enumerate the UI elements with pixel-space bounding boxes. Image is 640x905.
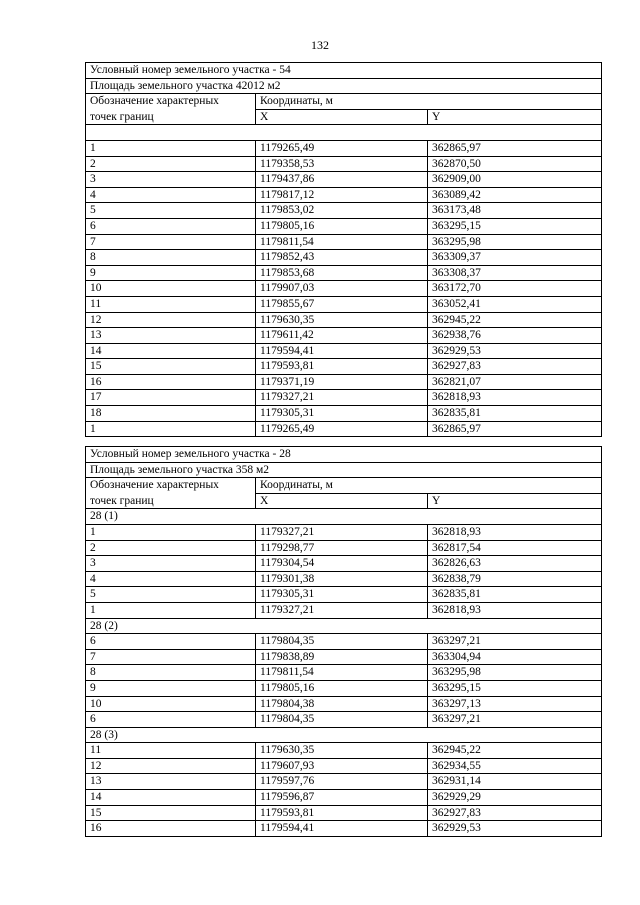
y-coordinate-cell: 363172,70 [428,281,602,297]
point-number-cell: 6 [86,218,256,234]
x-coordinate-cell: 1179327,21 [256,390,428,406]
blank-row [86,125,602,141]
point-label-header-line2: точек границ [86,109,256,125]
x-coordinate-cell: 1179305,31 [256,587,428,603]
table-row [86,743,602,759]
point-label-header-line2: точек границ [86,493,256,509]
y-coordinate-cell: 362835,81 [428,406,602,422]
y-coordinate-cell: 363173,48 [428,203,602,219]
x-coordinate-cell: 1179265,49 [256,140,428,156]
point-number-cell: 7 [86,234,256,250]
x-coordinate-cell: 1179611,42 [256,328,428,344]
y-header: Y [428,109,602,125]
x-coordinate-cell: 1179804,35 [256,712,428,728]
x-coordinate-cell: 1179853,02 [256,203,428,219]
coords-header: Координаты, м [256,94,602,110]
x-coordinate-cell: 1179852,43 [256,250,428,266]
table-row [86,281,602,297]
point-number-cell: 15 [86,805,256,821]
y-coordinate-cell: 362929,53 [428,821,602,837]
y-coordinate-cell: 363295,98 [428,665,602,681]
x-coordinate-cell: 1179593,81 [256,359,428,375]
x-coordinate-cell: 1179594,41 [256,343,428,359]
y-coordinate-cell: 362945,22 [428,743,602,759]
y-coordinate-cell: 363308,37 [428,265,602,281]
y-coordinate-cell: 362818,93 [428,390,602,406]
table-row [86,343,602,359]
point-number-cell: 1 [86,140,256,156]
y-coordinate-cell: 363304,94 [428,649,602,665]
table-row [86,250,602,266]
x-coordinate-cell: 1179853,68 [256,265,428,281]
x-coordinate-cell: 1179358,53 [256,156,428,172]
x-coordinate-cell: 1179804,38 [256,696,428,712]
section-label: 28 (1) [86,509,602,525]
point-number-cell: 5 [86,203,256,219]
table-row [86,203,602,219]
y-coordinate-cell: 363297,21 [428,712,602,728]
point-number-cell: 8 [86,250,256,266]
section-label: 28 (2) [86,618,602,634]
table-area-row [86,78,602,94]
point-number-cell: 4 [86,187,256,203]
y-coordinate-cell: 362826,63 [428,556,602,572]
x-coordinate-cell: 1179327,21 [256,524,428,540]
section-row [86,509,602,525]
y-coordinate-cell: 363295,15 [428,218,602,234]
x-coordinate-cell: 1179855,67 [256,296,428,312]
y-coordinate-cell: 362865,97 [428,140,602,156]
coords-header: Координаты, м [256,478,602,494]
point-number-cell: 7 [86,649,256,665]
point-number-cell: 14 [86,343,256,359]
table-row [86,712,602,728]
y-coordinate-cell: 362865,97 [428,421,602,437]
y-coordinate-cell: 362821,07 [428,374,602,390]
plot-area: Площадь земельного участка 42012 м2 [86,78,602,94]
table-row [86,805,602,821]
point-number-cell: 12 [86,758,256,774]
x-coordinate-cell: 1179817,12 [256,187,428,203]
y-header: Y [428,493,602,509]
x-coordinate-cell: 1179301,38 [256,571,428,587]
x-coordinate-cell: 1179437,86 [256,172,428,188]
table-row [86,421,602,437]
y-coordinate-cell: 362927,83 [428,805,602,821]
x-coordinate-cell: 1179607,93 [256,758,428,774]
point-number-cell: 14 [86,790,256,806]
plot-number-title: Условный номер земельного участка - 54 [86,63,602,79]
table-row [86,374,602,390]
y-coordinate-cell: 362929,29 [428,790,602,806]
table-row [86,540,602,556]
point-number-cell: 6 [86,634,256,650]
point-number-cell: 10 [86,281,256,297]
header-row [86,493,602,509]
table-row [86,556,602,572]
x-coordinate-cell: 1179838,89 [256,649,428,665]
y-coordinate-cell: 363295,98 [428,234,602,250]
point-number-cell: 16 [86,374,256,390]
x-coordinate-cell: 1179596,87 [256,790,428,806]
y-coordinate-cell: 362938,76 [428,328,602,344]
y-coordinate-cell: 362838,79 [428,571,602,587]
section-row [86,727,602,743]
table-area-row [86,462,602,478]
y-coordinate-cell: 362945,22 [428,312,602,328]
x-coordinate-cell: 1179298,77 [256,540,428,556]
x-coordinate-cell: 1179327,21 [256,602,428,618]
x-coordinate-cell: 1179804,35 [256,634,428,650]
table-row [86,602,602,618]
table-title-row [86,63,602,79]
x-coordinate-cell: 1179907,03 [256,281,428,297]
x-coordinate-cell: 1179265,49 [256,421,428,437]
point-number-cell: 5 [86,587,256,603]
x-coordinate-cell: 1179593,81 [256,805,428,821]
point-number-cell: 18 [86,406,256,422]
point-number-cell: 13 [86,328,256,344]
table-row [86,821,602,837]
point-number-cell: 1 [86,524,256,540]
table-row [86,187,602,203]
point-number-cell: 3 [86,172,256,188]
y-coordinate-cell: 362929,53 [428,343,602,359]
table-row [86,312,602,328]
table-row [86,587,602,603]
table-row [86,172,602,188]
x-coordinate-cell: 1179811,54 [256,234,428,250]
x-coordinate-cell: 1179597,76 [256,774,428,790]
table-row [86,296,602,312]
y-coordinate-cell: 362870,50 [428,156,602,172]
table-row [86,328,602,344]
y-coordinate-cell: 363297,21 [428,634,602,650]
plot-number-title: Условный номер земельного участка - 28 [86,447,602,463]
y-coordinate-cell: 363295,15 [428,680,602,696]
land-plot-54-table [85,62,602,437]
point-number-cell: 3 [86,556,256,572]
y-coordinate-cell: 362931,14 [428,774,602,790]
header-row [86,478,602,494]
point-number-cell: 1 [86,421,256,437]
y-coordinate-cell: 363052,41 [428,296,602,312]
point-number-cell: 13 [86,774,256,790]
x-coordinate-cell: 1179594,41 [256,821,428,837]
x-coordinate-cell: 1179304,54 [256,556,428,572]
x-coordinate-cell: 1179805,16 [256,218,428,234]
point-number-cell: 11 [86,743,256,759]
table-row [86,234,602,250]
point-number-cell: 9 [86,680,256,696]
plot-area: Площадь земельного участка 358 м2 [86,462,602,478]
point-number-cell: 1 [86,602,256,618]
x-header: X [256,493,428,509]
table-row [86,156,602,172]
point-number-cell: 16 [86,821,256,837]
table-title-row [86,447,602,463]
point-number-cell: 15 [86,359,256,375]
table-row [86,218,602,234]
y-coordinate-cell: 362927,83 [428,359,602,375]
table-row [86,790,602,806]
section-row [86,618,602,634]
table-row [86,665,602,681]
point-label-header: Обозначение характерных [86,94,256,110]
point-number-cell: 17 [86,390,256,406]
point-number-cell: 9 [86,265,256,281]
table-row [86,265,602,281]
x-coordinate-cell: 1179630,35 [256,743,428,759]
land-plot-28-table [85,446,602,837]
point-number-cell: 10 [86,696,256,712]
table-row [86,680,602,696]
table-row [86,571,602,587]
point-number-cell: 8 [86,665,256,681]
point-number-cell: 2 [86,540,256,556]
header-row [86,109,602,125]
table-row [86,406,602,422]
y-coordinate-cell: 362818,93 [428,524,602,540]
section-label: 28 (3) [86,727,602,743]
x-coordinate-cell: 1179805,16 [256,680,428,696]
blank-cell [86,125,602,141]
y-coordinate-cell: 362817,54 [428,540,602,556]
point-number-cell: 12 [86,312,256,328]
table-row [86,634,602,650]
table-row [86,758,602,774]
y-coordinate-cell: 362835,81 [428,587,602,603]
x-coordinate-cell: 1179630,35 [256,312,428,328]
y-coordinate-cell: 362818,93 [428,602,602,618]
y-coordinate-cell: 363297,13 [428,696,602,712]
table-row [86,649,602,665]
x-coordinate-cell: 1179305,31 [256,406,428,422]
table-row [86,359,602,375]
table-row [86,696,602,712]
table-row [86,390,602,406]
y-coordinate-cell: 363309,37 [428,250,602,266]
point-number-cell: 11 [86,296,256,312]
point-number-cell: 6 [86,712,256,728]
x-header: X [256,109,428,125]
header-row [86,94,602,110]
y-coordinate-cell: 362934,55 [428,758,602,774]
point-number-cell: 4 [86,571,256,587]
x-coordinate-cell: 1179371,19 [256,374,428,390]
point-number-cell: 2 [86,156,256,172]
table-row [86,774,602,790]
table-row [86,140,602,156]
y-coordinate-cell: 363089,42 [428,187,602,203]
x-coordinate-cell: 1179811,54 [256,665,428,681]
y-coordinate-cell: 362909,00 [428,172,602,188]
point-label-header: Обозначение характерных [86,478,256,494]
table-row [86,524,602,540]
page-number: 132 [311,38,329,52]
